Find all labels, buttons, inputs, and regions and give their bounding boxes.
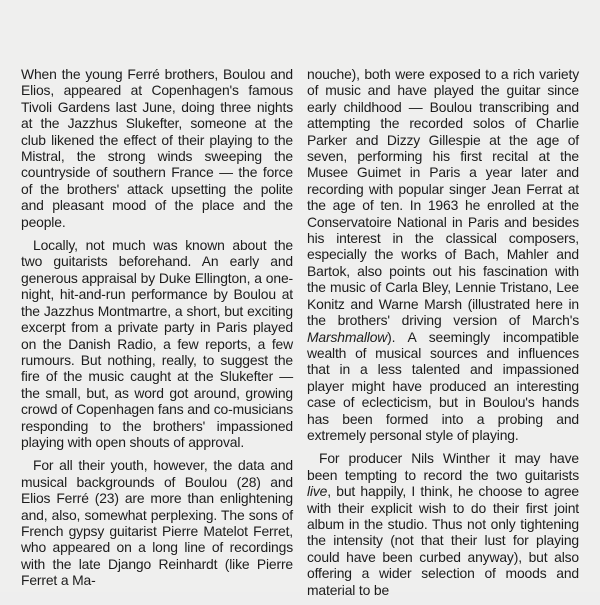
paragraph-nouche-text: nouche), both were exposed to a rich variety of music and have played the guitar since early childhood — Boulou transcribing and attempting the recorded solos of Charlie Parker and Dizzy Gillespie at the age of seven, performing his first recital at the Musee Guimet in Paris a year later and recording with popular singer Jean Ferrat at the age of ten. In 1963 he enrolled at the Conservatoire National in Paris and besides his interest in the classical composers, especially the works of Bach, Mahler and Bartok, also points out his fascination with the music of Carla Bley, Lennie Tristano, Lee Konitz and Warne Marsh (illustrated here in the brothers' driving version of March's (307, 66, 579, 329)
paragraph-nouche-end: ). A seemingly incompatible wealth of musical sources and influences that in a less talented and impassioned player might have produced an interesting case of eclecticism, but in Boulou's hands has been formed into a probing and extremely personal style of playing. (307, 328, 579, 443)
paragraph-nouche (307, 66, 579, 443)
paragraph-locally: Locally, not much was known about the two guitarists beforehand. An early and generous appraisal by Duke Ellington, a one-night, hit-and-run performance by Boulou at the Jazzhus Montmartre, a short, but exciting excerpt from a private party in Paris played on the Danish Radio, a few reports, a few rumours. But nothing, really, to suggest the fire of the music caught at the Slukefter — the small, but, as word got around, growing crowd of Copenhagen fans and co-musicians responding to the brothers' impassioned playing with open shouts of approval. (21, 237, 293, 450)
paragraph-tivoli: When the young Ferré brothers, Boulou and Elios, appeared at Copenhagen's famous Tivoli Gardens last June, doing three nights at the Jazzhus Slukefter, someone at the club likened the effect of their playing to the Mistral, the strong winds sweeping the countryside of southern France — the force of the brothers' attack upsetting the polite and pleasant mood of the place and the people. (21, 66, 293, 230)
left-text-column (21, 66, 293, 596)
marshmallow-title: Marshmallow (307, 328, 388, 345)
live-word: live (307, 483, 328, 500)
right-text-column (307, 66, 579, 605)
paragraph-producer-text: For producer Nils Winther it may have been tempting to record the two guitarists (307, 450, 579, 483)
paragraph-youth: For all their youth, however, the data and musical backgrounds of Boulou (28) and Elios Ferré (23) are more than enlightening and, also, somewhat perplexing. The sons of French gypsy guitarist Pierre Matelot Ferret, who appeared on a long line of recordings with the late Django Reinhardt (like Pierre Ferret a Ma- (21, 457, 293, 589)
paragraph-producer-end: , but happily, I think, he choose to agree with their explicit wish to do their first joint album in the studio. Thus not only tightening the intensity (not that their lust for playing could have been curbed anyway), but also offering a wider selection of moods and material to be (307, 483, 579, 598)
paragraph-producer (307, 450, 579, 598)
